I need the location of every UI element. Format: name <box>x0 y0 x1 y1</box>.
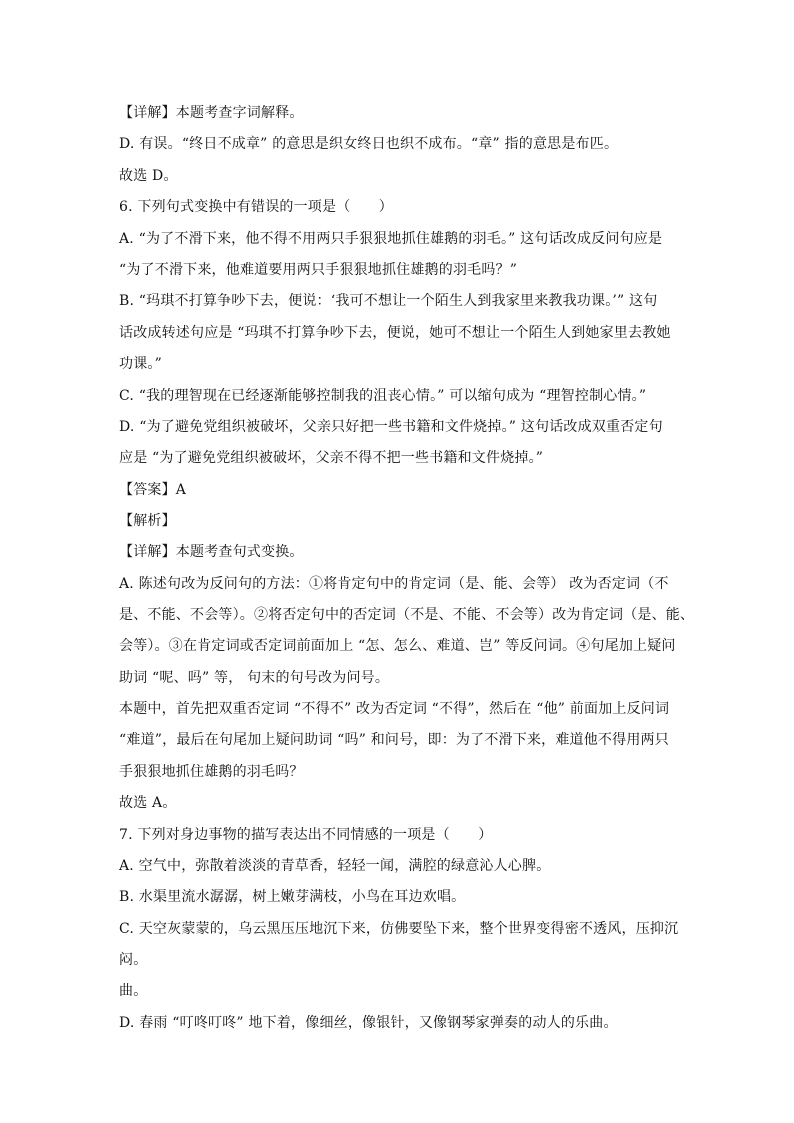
option-b: B. “玛琪不打算争吵下去，便说：‘我可不想让一个陌生人到我家里来教我功课。’” 这句 <box>119 293 658 309</box>
option-c: C. “我的理智现在已经逐渐能够控制我的沮丧心情。” 可以缩句成为 “理智控制心情。” <box>119 388 647 404</box>
text-line: 闷。 <box>119 952 148 968</box>
text-line: 【详解】本题考查字词解释。 <box>119 105 304 121</box>
text-line: 手狠狠地抓住雄鹅的羽毛吗？ <box>119 764 304 780</box>
option-d: D. “为了避免党组织被破坏，父亲只好把一些书籍和文件烧掉。” 这句话改成双重否定句 <box>119 419 663 435</box>
analysis-label: 【解析】 <box>119 513 176 529</box>
text-line: 曲。 <box>119 983 148 999</box>
option-a: A. “为了不滑下来，他不得不用两只手狠狠地抓住雄鹅的羽毛。” 这句话改成反问句应是 <box>119 231 663 247</box>
text-line: 是、不能、不会等）。②将否定句中的否定词（不是、不能、不会等）改为肯定词（是、能、 <box>119 607 695 623</box>
question-6-stem: 6. 下列句式变换中有错误的一项是（ ） <box>119 199 394 215</box>
question-7-stem: 7. 下列对身边事物的描写表达出不同情感的一项是（ ） <box>119 827 493 843</box>
text-line: “难道”，最后在句尾加上疑问助词 “吗” 和问号，即：为了不滑下来，难道他不得用两只 <box>119 732 669 748</box>
answer-label: 【答案】A <box>119 482 187 498</box>
text-line: 本题中，首先把双重否定词 “不得不” 改为否定词 “不得”，然后在 “他” 前面加上反问词 <box>119 701 670 717</box>
text-line: 助词 “呢、吗” 等， 句末的句号改为问号。 <box>119 670 390 686</box>
option-c: C. 天空灰蒙蒙的，乌云黑压压地沉下来，仿佛要坠下来，整个世界变得密不透风，压抑沉 <box>119 921 679 937</box>
text-line: 话改成转述句应是 “玛琪不打算争吵下去，便说，她可不想让一个陌生人到她家里去教她 <box>119 325 671 341</box>
option-d: D. 春雨 “叮咚叮咚” 地下着，像细丝，像银针，又像钢琴家弹奏的动人的乐曲。 <box>119 1015 618 1031</box>
text-line: 会等）。③在肯定词或否定词前面加上 “怎、怎么、难道、岂” 等反问词。④句尾加上疑问 <box>119 638 676 654</box>
text-line: “为了不滑下来，他难道要用两只手狠狠地抓住雄鹅的羽毛吗？” <box>119 262 518 278</box>
text-line: 应是 “为了避免党组织被破坏，父亲不得不把一些书籍和文件烧掉。” <box>119 450 544 466</box>
text-line: D. 有误。“终日不成章” 的意思是织女终日也织不成布。“章” 指的意思是布匹。 <box>119 136 619 152</box>
text-line: A. 陈述句改为反问句的方法：①将肯定句中的肯定词（是、能、会等） 改为否定词（不 <box>119 576 669 592</box>
option-b: B. 水渠里流水潺潺，树上嫩芽满枝，小鸟在耳边欢唱。 <box>119 889 466 905</box>
text-line: 功课。” <box>119 356 162 372</box>
option-a: A. 空气中，弥散着淡淡的青草香，轻轻一闻，满腔的绿意沁人心脾。 <box>119 858 551 874</box>
text-line: 故选 D。 <box>119 168 178 184</box>
text-line: 【详解】本题考查句式变换。 <box>119 544 304 560</box>
text-line: 故选 A。 <box>119 795 177 811</box>
